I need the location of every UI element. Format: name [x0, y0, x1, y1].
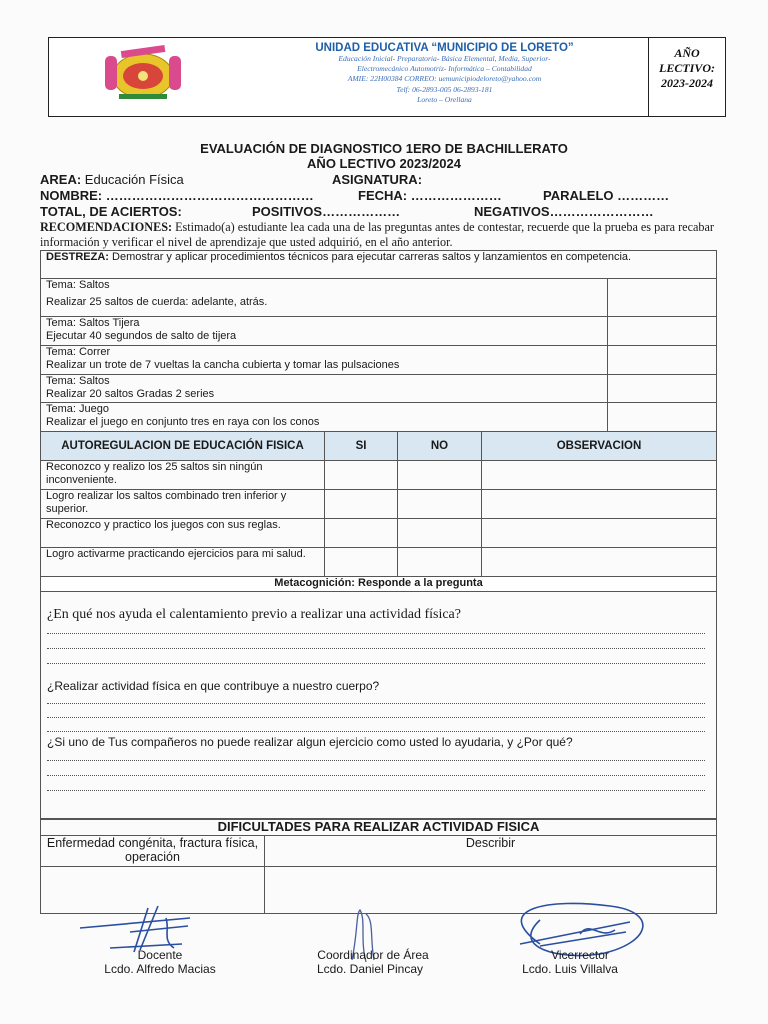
questions-area: [41, 592, 717, 819]
school-year-label: AÑO LECTIVO:: [658, 46, 715, 75]
signature-docente-name: Lcdo. Alfredo Macias: [104, 962, 216, 976]
tema-title: Tema: Correr: [46, 346, 111, 358]
tema-title: Tema: Juego: [46, 403, 109, 415]
page-title: EVALUACIÓN DE DIAGNOSTICO 1ERO DE BACHILLERATO: [200, 141, 568, 156]
school-logo: [49, 38, 241, 116]
autoreg-header-row: [41, 432, 717, 461]
school-header: [48, 37, 726, 117]
autoreg-header: AUTOREGULACION DE EDUCACIÓN FISICA: [41, 432, 325, 461]
signature-coordinador-name: Lcdo. Daniel Pincay: [316, 962, 424, 976]
answer-line[interactable]: [47, 647, 705, 649]
col-si-header: SI: [325, 432, 398, 461]
nombre-field[interactable]: NOMBRE: …………………………………………: [40, 188, 314, 203]
destreza-cell: [41, 251, 717, 279]
signature-coordinador-role: Coordinador de Área: [317, 948, 429, 962]
difficulties-col-condition: Enfermedad congénita, fractura física, operación: [41, 836, 265, 867]
autoreg-row: [41, 548, 717, 577]
no-cell[interactable]: [398, 490, 482, 519]
autoreg-item: Logro activarme practicando ejercicios para mi salud.: [41, 548, 325, 577]
negativos-field[interactable]: NEGATIVOS……………………: [474, 204, 654, 219]
no-cell[interactable]: [398, 461, 482, 490]
observacion-cell[interactable]: [482, 461, 717, 490]
answer-line[interactable]: [47, 702, 705, 704]
metacog-row: [41, 577, 717, 592]
tema-title: Tema: Saltos: [46, 375, 110, 387]
autoreg-row: [41, 461, 717, 490]
si-cell[interactable]: [325, 461, 398, 490]
tema-score-cell[interactable]: [608, 279, 717, 317]
signature-vicerrector-name: Lcdo. Luis Villalva: [522, 962, 618, 976]
paralelo-field[interactable]: PARALELO …………: [543, 188, 670, 203]
difficulties-header: DIFICULTADES PARA REALIZAR ACTIVIDAD FISICA: [41, 820, 717, 836]
signature-vicerrector-role: Vicerrector: [551, 948, 609, 962]
school-name: UNIDAD EDUCATIVA “MUNICIPIO DE LORETO”: [315, 42, 574, 54]
difficulties-header-row: [41, 820, 717, 836]
recommendations-label: RECOMENDACIONES:: [40, 220, 173, 234]
school-info-line: Educación Inicial- Preparatoria- Básica Elemental, Media, Superior-: [338, 54, 551, 63]
question-1: ¿En qué nos ayuda el calentamiento previo a realizar una actividad física?: [47, 607, 461, 622]
tema-row: [41, 279, 717, 317]
autoreg-item: Reconozco y realizo los 25 saltos sin ningún inconveniente.: [41, 461, 325, 490]
answer-line[interactable]: [47, 662, 705, 664]
observacion-cell[interactable]: [482, 490, 717, 519]
no-cell[interactable]: [398, 519, 482, 548]
si-cell[interactable]: [325, 519, 398, 548]
total-aciertos-label: TOTAL, DE ACIERTOS:: [40, 204, 182, 219]
tema-cell: [41, 317, 608, 346]
positivos-field[interactable]: POSITIVOS………………: [252, 204, 401, 219]
tema-score-cell[interactable]: [608, 317, 717, 346]
col-no-header: NO: [398, 432, 482, 461]
observacion-cell[interactable]: [482, 519, 717, 548]
signature-docente-icon: [80, 906, 190, 952]
destreza-row: [41, 251, 717, 279]
tema-score-cell[interactable]: [608, 375, 717, 403]
autoreg-row: [41, 490, 717, 519]
school-info-line: AMIE: 22H00384 CORREO: uemunicipiodeloreto@yahoo.com: [347, 74, 542, 84]
tema-description: Realizar 20 saltos Gradas 2 series: [46, 388, 215, 400]
tema-description: Realizar 25 saltos de cuerda: adelante, atrás.: [46, 296, 268, 308]
tema-description: Realizar el juego en conjunto tres en raya con los conos: [46, 416, 320, 428]
school-info-line: Telf: 06-2893-005 06-2893-181: [396, 84, 493, 94]
tema-title: Tema: Saltos Tijera: [46, 317, 140, 329]
observacion-cell[interactable]: [482, 548, 717, 577]
school-info: [241, 38, 649, 116]
tema-row: [41, 346, 717, 375]
tema-cell: [41, 279, 608, 317]
autoreg-item: Reconozco y practico los juegos con sus reglas.: [41, 519, 325, 548]
signature-docente-role: Docente: [137, 948, 183, 962]
fecha-field[interactable]: FECHA: …………………: [358, 188, 502, 203]
tema-description: Ejecutar 40 segundos de salto de tijera: [46, 330, 237, 342]
autoreg-row: [41, 519, 717, 548]
destreza-text: Demostrar y aplicar procedimientos técnicos para ejecutar carreras saltos y lanzamientos en competencia.: [112, 251, 632, 263]
destreza-label: DESTREZA:: [46, 251, 109, 263]
school-info-line: Loreto – Orellana: [417, 94, 472, 104]
asignatura-field[interactable]: ASIGNATURA:: [332, 172, 423, 187]
si-cell[interactable]: [325, 490, 398, 519]
evaluation-table: [40, 250, 717, 819]
recommendations: [40, 220, 715, 250]
recommendations-text: Estimado(a) estudiante lea cada una de las preguntas antes de contestar, recuerde que la prueba es para recabar información y verificar el nivel de aprendizaje que usted adquirió, en el año anterior.: [40, 220, 714, 249]
tema-cell: [41, 403, 608, 432]
tema-row: [41, 317, 717, 346]
answer-line[interactable]: [47, 632, 705, 634]
tema-row: [41, 403, 717, 432]
tema-row: [41, 375, 717, 403]
school-year-value: 2023-2024: [661, 76, 713, 90]
area-label: AREA:: [40, 172, 82, 187]
tema-cell: [41, 375, 608, 403]
answer-line[interactable]: [47, 774, 705, 776]
tema-title: Tema: Saltos: [46, 279, 110, 291]
tema-score-cell[interactable]: [608, 346, 717, 375]
area-value: Educación Física: [84, 172, 184, 187]
autoreg-item: Logro realizar los saltos combinado tren inferior y superior.: [41, 490, 325, 519]
tema-description: Realizar un trote de 7 vueltas la cancha cubierta y tomar las pulsaciones: [46, 359, 400, 371]
no-cell[interactable]: [398, 548, 482, 577]
answer-line[interactable]: [47, 759, 705, 761]
area-line: [40, 172, 184, 187]
answer-line[interactable]: [47, 716, 705, 718]
difficulties-col-describe: Describir: [265, 836, 717, 867]
si-cell[interactable]: [325, 548, 398, 577]
tema-cell: [41, 346, 608, 375]
col-obs-header: OBSERVACION: [482, 432, 717, 461]
difficulties-columns-row: [41, 836, 717, 867]
school-year-cell: [649, 38, 725, 116]
metacog-header: Metacognición: Responde a la pregunta: [41, 577, 717, 592]
question-3: ¿Si uno de Tus compañeros no puede realizar algun ejercicio como usted lo ayudaria, y ¿Por qué?: [47, 735, 573, 749]
question-2: ¿Realizar actividad física en que contribuye a nuestro cuerpo?: [47, 679, 380, 693]
answer-line[interactable]: [47, 730, 705, 732]
page-subtitle: AÑO LECTIVO 2023/2024: [307, 156, 461, 171]
tema-score-cell[interactable]: [608, 403, 717, 432]
school-info-line: Electromecánico Automotriz- Informática – Contabilidad: [357, 64, 532, 74]
answer-line[interactable]: [47, 789, 705, 791]
questions-row: [41, 592, 717, 819]
